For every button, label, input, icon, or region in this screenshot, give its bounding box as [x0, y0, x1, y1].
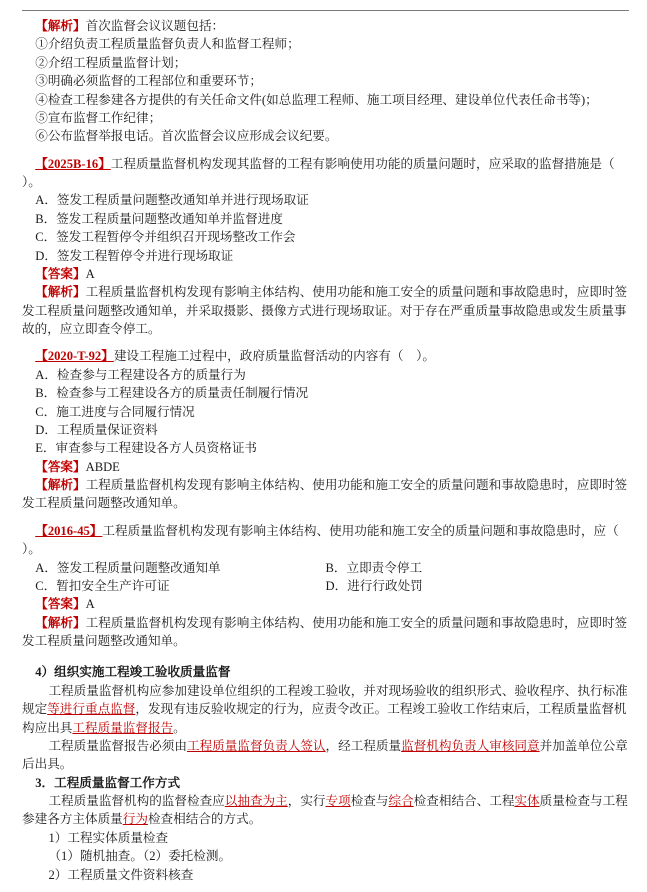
- question-stem-text-2025b-16: 工程质量监督机构发现其监督的工程有影响使用功能的质量问题时，应采取的监督措施是（ ）。: [22, 156, 624, 189]
- s3p1-run-3: 专项: [325, 794, 351, 808]
- section-3-paragraph-1: [22, 792, 629, 829]
- analysis-intro-line-0: [22, 17, 629, 35]
- question-stem-text-2020-t-92: 建设工程施工过程中，政府质量监督活动的内容有（ ）。: [113, 349, 435, 364]
- answer-label-2025b-16: 【答案】: [35, 266, 86, 281]
- spacer-1: [22, 146, 629, 155]
- options-2020-t-92: [22, 366, 629, 458]
- s3p1-run-2: ，实行: [287, 794, 326, 808]
- s3p1-run-7: 实体: [514, 794, 540, 808]
- analysis-text-2020-t-92: 工程质量监督机构发现有影响主体结构、使用功能和施工安全的质量问题和事故隐患时，应即时签发工程质量问题整改通知单。: [22, 478, 628, 511]
- question-2016-45: [22, 522, 629, 651]
- section-3-heading: 3．工程质量监督工作方式: [35, 775, 181, 790]
- page-top-rule: [22, 10, 629, 11]
- option-d-2016-45[interactable]: [326, 577, 630, 595]
- option-a-2016-45[interactable]: [22, 559, 326, 577]
- section-4: [22, 663, 629, 773]
- analysis-2025b-16: [22, 283, 629, 338]
- s3p1-run-6: 检查相结合、工程: [413, 794, 515, 808]
- answer-value-2020-t-92: ABDE: [85, 459, 120, 474]
- analysis-intro-line-6: ⑥公布监督举报电话。首次监督会议应形成会议纪要。: [35, 129, 338, 144]
- answer-2016-45: [22, 595, 629, 613]
- option-c-2016-45[interactable]: [22, 577, 326, 595]
- analysis-intro-line-3: ③明确必须监督的工程部位和重要环节；: [35, 74, 262, 89]
- analysis-label: 【解析】: [35, 19, 86, 33]
- option-a-2025b-16[interactable]: A．签发工程质量问题整改通知单并进行现场取证: [35, 193, 309, 208]
- option-d-2020-t-92[interactable]: D．工程质量保证资料: [35, 422, 158, 437]
- analysis-intro-line-4: ④检查工程参建各方提供的有关任命文件(如总监理工程师、施工项目经理、建设单位代表任命书等)；: [35, 92, 598, 107]
- analysis-text-2016-45: 工程质量监督机构发现有影响主体结构、使用功能和施工安全的质量问题和事故隐患时，应即时签发工程质量问题整改通知单。: [22, 615, 628, 648]
- spacer-3: [22, 513, 629, 522]
- question-stem-text-2016-45: 工程质量监督机构发现有影响主体结构、使用功能和施工安全的质量问题和事故隐患时，应（ ）。: [22, 523, 629, 557]
- options-row-1-2016-45: [22, 559, 629, 577]
- s4p2-run-4: 并加盖单位公章后出具。: [22, 738, 628, 772]
- option-c-2025b-16[interactable]: C．签发工程暂停令并组织召开现场整改工作会: [35, 230, 296, 245]
- s4p2-run-3: 监督机构负责人审核同意: [401, 738, 540, 753]
- option-e-2020-t-92[interactable]: E．审查参与工程建设各方人员资格证书: [35, 441, 258, 456]
- section-3-subitem-0: 1）工程实体质量检查: [48, 830, 169, 845]
- section-4-paragraph-1: [22, 682, 629, 737]
- s4p2-run-1: 工程质量监督负责人签认: [186, 738, 326, 753]
- answer-2020-t-92: [22, 458, 629, 476]
- analysis-intro-line-5: ⑤宣布监督工作纪律；: [35, 110, 162, 125]
- analysis-label-2025b-16: 【解析】: [35, 285, 86, 300]
- question-stem-2025b-16: [22, 155, 629, 192]
- s3p1-run-10: 检查相结合的方式。: [147, 812, 262, 827]
- question-2025b-16: [22, 155, 629, 339]
- question-tag-2025b-16: 【2025B-16】: [35, 156, 111, 171]
- s4p2-run-2: ，经工程质量: [325, 738, 402, 753]
- section-3: [22, 774, 629, 884]
- s3p1-run-1: 以抽查为主: [224, 794, 288, 808]
- analysis-intro-line-1: ①介绍负责工程质量监督负责人和监督工程师；: [35, 37, 300, 52]
- s4p1-run-2: ，发现有违反验收规定的行为，应责令改正。工程竣工验收工作结束后，工程质量监督机构应出具: [22, 702, 627, 735]
- options-2016-45: [22, 559, 629, 596]
- answer-value-2025b-16: A: [85, 266, 95, 281]
- analysis-label-2016-45: 【解析】: [35, 615, 86, 630]
- option-d-label-2016-45: D．进行行政处罚: [325, 578, 423, 593]
- section-4-heading: 4）组织实施工程竣工验收质量监督: [35, 665, 231, 680]
- s3p1-run-9: 行为: [122, 812, 148, 827]
- question-2020-t-92: [22, 347, 629, 512]
- analysis-2020-t-92: [22, 476, 629, 513]
- s4p2-run-0: 工程质量监督报告必须由: [48, 738, 187, 753]
- question-stem-2016-45: [22, 522, 629, 559]
- s3p1-run-4: 检查与: [350, 794, 389, 808]
- section-3-subitem-2: 2）工程质量文件资料核查: [48, 867, 194, 882]
- s4p1-run-4: 。: [173, 720, 186, 735]
- question-tag-2016-45: 【2016-45】: [35, 523, 103, 538]
- option-c-label-2016-45: C．暂扣安全生产许可证: [35, 578, 170, 593]
- option-d-2025b-16[interactable]: D．签发工程暂停令并进行现场取证: [35, 248, 234, 263]
- analysis-intro-text-0: 首次监督会议议题包括：: [85, 19, 225, 33]
- s4p1-run-1: 等进行重点监督: [47, 702, 136, 717]
- option-a-2020-t-92[interactable]: A．检查参与工程建设各方的质量行为: [35, 367, 246, 382]
- section-4-paragraph-2: [22, 737, 629, 774]
- option-b-2025b-16[interactable]: B．签发工程质量问题整改通知单并监督进度: [35, 211, 283, 226]
- analysis-label-2020-t-92: 【解析】: [35, 478, 86, 492]
- option-b-2016-45[interactable]: [326, 559, 630, 577]
- analysis-text-2025b-16: 工程质量监督机构发现有影响主体结构、使用功能和施工安全的质量问题和事故隐患时，应即时签发工程质量问题整改通知单，并采取摄影、摄像方式进行现场取证。对于存在严重质量事故隐患或发生质量事故的，应立即查令停工。: [22, 285, 628, 336]
- question-tag-2020-t-92: 【2020-T-92】: [35, 349, 114, 364]
- options-row-2-2016-45: [22, 577, 629, 595]
- options-2025b-16: [22, 191, 629, 265]
- option-b-2020-t-92[interactable]: B．检查参与工程建设各方的质量责任制履行情况: [35, 386, 309, 401]
- analysis-intro-line-2: ②介绍工程质量监督计划；: [35, 55, 187, 70]
- s4p1-run-0: 工程质量监督机构应参加建设单位组织的工程竣工验收，并对现场验收的组织形式、验收程序、执行标准规定: [22, 683, 628, 717]
- option-a-label-2016-45: A．签发工程质量问题整改通知单: [35, 560, 221, 575]
- s4p1-run-3: 工程质量监督报告: [72, 720, 174, 735]
- analysis-intro-block: [22, 17, 629, 146]
- option-c-2020-t-92[interactable]: C．施工进度与合同履行情况: [35, 404, 195, 419]
- option-b-label-2016-45: B．立即责令停工: [325, 560, 423, 575]
- spacer-2: [22, 338, 629, 347]
- spacer-4: [22, 650, 629, 663]
- section-3-subitem-1: （1）随机抽查。（2）委托检测。: [48, 849, 232, 864]
- answer-label-2016-45: 【答案】: [35, 597, 86, 612]
- question-stem-2020-t-92: [22, 347, 629, 365]
- analysis-2016-45: [22, 614, 629, 651]
- answer-value-2016-45: A: [85, 597, 95, 612]
- answer-2025b-16: [22, 265, 629, 283]
- answer-label-2020-t-92: 【答案】: [35, 459, 86, 474]
- s3p1-run-5: 综合: [388, 794, 414, 808]
- s3p1-run-0: 工程质量监督机构的监督检查应: [48, 794, 225, 808]
- s3p1-run-8: 质量检查与工程参建各方主体质量: [22, 794, 628, 827]
